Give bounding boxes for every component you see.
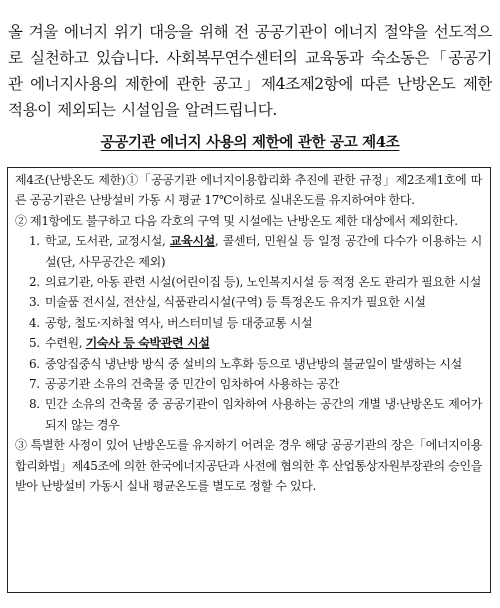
notice-title — [0, 133, 500, 153]
list-item — [15, 272, 482, 292]
item-text: 의료기관, 아동 관련 시설(어린이집 등), 노인복지시설 등 적정 온도 관리가 필요한 시설 — [45, 275, 481, 290]
item-text: 중앙집중식 냉난방 방식 중 설비의 노후화 등으로 냉난방의 불균일이 발생하는 시설 — [45, 356, 462, 371]
item-number: 7. — [29, 377, 40, 392]
list-item — [15, 313, 482, 333]
list-item — [15, 333, 482, 353]
clause-3: ③ 특별한 사정이 있어 난방온도를 유지하기 어려운 경우 해당 공공기관의 장은「에너지이용 합리화법」제45조에 의한 한국에너지공단과 사전에 협의한 후 산업통상자원부장관의 승인을 받아 난방설비 가동시 실내 평균온도를 별도로 정할 수 있다. — [15, 438, 482, 494]
item-number: 6. — [29, 356, 40, 371]
list-item — [15, 354, 482, 374]
item-text: 수련원, — [45, 336, 86, 351]
exemption-list — [15, 231, 482, 435]
item-number: 1. — [29, 234, 40, 249]
item-number: 3. — [29, 295, 40, 310]
clause-1: 제4조(난방온도 제한)①「공공기관 에너지이용합리화 추진에 관한 규정」제2조제1호에 따른 공공기관은 난방설비 가동 시 평균 17℃이하로 실내온도를 유지하여야 한다. — [15, 173, 482, 208]
list-item — [15, 374, 482, 394]
item-number: 2. — [29, 275, 40, 290]
item-number: 4. — [29, 315, 40, 330]
intro-paragraph: 올 겨울 에너지 위기 대응을 위해 전 공공기관이 에너지 절약을 선도적으로 실천하고 있습니다. 사회복무연수센터의 교육동과 숙소동은「공공기관 에너지사용의 제한에 관한 공고」제4조제2항에 따른 난방온도 제한 적용이 제외되는 시설임을 알려드립니다. — [8, 22, 492, 119]
item-highlight: 기숙사 등 숙박관련 시설 — [85, 336, 210, 351]
clause-2: ② 제1항에도 불구하고 다음 각호의 구역 및 시설에는 난방온도 제한 대상에서 제외한다. — [15, 213, 458, 228]
item-highlight: 교육시설 — [169, 234, 215, 249]
list-item — [15, 394, 482, 435]
notice-box — [7, 167, 491, 593]
item-text: 공공기관 소유의 건축물 중 민간이 임차하여 사용하는 공간 — [45, 377, 340, 392]
item-text-rest: , 콜센터, 민원실 등 일정 공간에 다수가 이용하는 시설(단, 사무공간은 제외) — [45, 234, 482, 269]
item-text: 학교, 도서관, 교정시설, — [45, 234, 170, 249]
item-text: 미술품 전시실, 전산실, 식품관리시설(구역) 등 특정온도 유지가 필요한 시설 — [45, 295, 426, 310]
item-number: 8. — [29, 397, 40, 412]
item-number: 5. — [29, 336, 40, 351]
list-item — [15, 231, 482, 272]
list-item — [15, 292, 482, 312]
item-text: 공항, 철도·지하철 역사, 버스터미널 등 대중교통 시설 — [45, 315, 313, 330]
item-text: 민간 소유의 건축물 중 공공기관이 임차하여 사용하는 공간의 개별 냉·난방온도 제어가 되지 않는 경우 — [45, 397, 482, 432]
notice-title-text: 공공기관 에너지 사용의 제한에 관한 공고 제4조 — [100, 134, 400, 151]
